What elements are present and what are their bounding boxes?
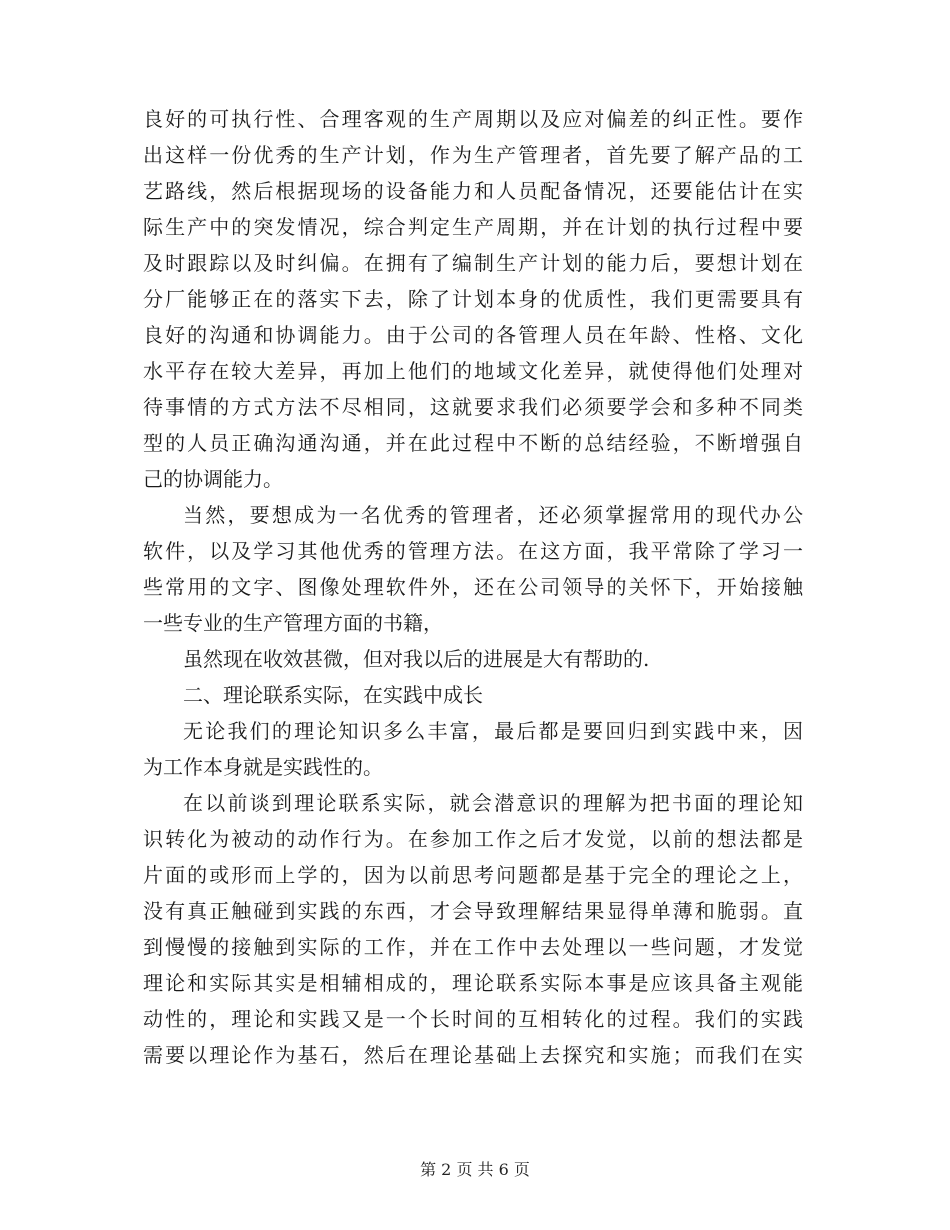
text-line: 际生产中的突发情况，综合判定生产周期，并在计划的执行过程中要 bbox=[143, 215, 803, 239]
document-body bbox=[143, 101, 803, 1073]
text-line: 理论和实际其实是相辅相成的，理论联系实际本事是应该具备主观能 bbox=[143, 971, 803, 995]
text-line: 分厂能够正在的落实下去，除了计划本身的优质性，我们更需要具有 bbox=[143, 287, 803, 311]
text-line: 无论我们的理论知识多么丰富，最后都是要回归到实践中来，因 bbox=[183, 719, 803, 743]
text-line: 在以前谈到理论联系实际，就会潜意识的理解为把书面的理论知 bbox=[183, 791, 803, 815]
text-line: 良好的可执行性、合理客观的生产周期以及应对偏差的纠正性。要作 bbox=[143, 107, 803, 131]
text-line: 及时跟踪以及时纠偏。在拥有了编制生产计划的能力后，要想计划在 bbox=[143, 251, 803, 275]
text-line: 艺路线，然后根据现场的设备能力和人员配备情况，还要能估计在实 bbox=[143, 179, 803, 203]
text-line: 片面的或形而上学的，因为以前思考问题都是基于完全的理论之上， bbox=[143, 863, 803, 887]
text-line: 没有真正触碰到实践的东西，才会导致理解结果显得单薄和脆弱。直 bbox=[143, 899, 803, 923]
text-line: 当然，要想成为一名优秀的管理者，还必须掌握常用的现代办公 bbox=[183, 503, 803, 527]
text-line: 需要以理论作为基石，然后在理论基础上去探究和实施；而我们在实 bbox=[143, 1043, 803, 1067]
text-line: 虽然现在收效甚微，但对我以后的进展是大有帮助的. bbox=[183, 647, 650, 671]
page-footer: 第 2 页 共 6 页 bbox=[420, 1160, 530, 1179]
text-line: 二、理论联系实际，在实践中成长 bbox=[183, 683, 483, 707]
text-line: 良好的沟通和协调能力。由于公司的各管理人员在年龄、性格、文化 bbox=[143, 323, 803, 347]
text-line: 到慢慢的接触到实际的工作，并在工作中去处理以一些问题，才发觉 bbox=[143, 935, 803, 959]
text-line: 水平存在较大差异，再加上他们的地域文化差异，就使得他们处理对 bbox=[143, 359, 803, 383]
text-line: 识转化为被动的动作行为。在参加工作之后才发觉，以前的想法都是 bbox=[143, 827, 803, 851]
text-line: 为工作本身就是实践性的。 bbox=[143, 755, 383, 779]
text-line: 动性的，理论和实践又是一个长时间的互相转化的过程。我们的实践 bbox=[143, 1007, 803, 1031]
text-line: 软件，以及学习其他优秀的管理方法。在这方面，我平常除了学习一 bbox=[143, 539, 803, 563]
text-line: 出这样一份优秀的生产计划，作为生产管理者，首先要了解产品的工 bbox=[143, 143, 803, 167]
text-line: 己的协调能力。 bbox=[143, 467, 283, 491]
text-line: 一些专业的生产管理方面的书籍， bbox=[143, 611, 443, 635]
text-line: 些常用的文字、图像处理软件外，还在公司领导的关怀下，开始接触 bbox=[143, 575, 803, 599]
text-line: 待事情的方式方法不尽相同，这就要求我们必须要学会和多种不同类 bbox=[143, 395, 803, 419]
text-line: 型的人员正确沟通沟通，并在此过程中不断的总结经验，不断增强自 bbox=[143, 431, 803, 455]
